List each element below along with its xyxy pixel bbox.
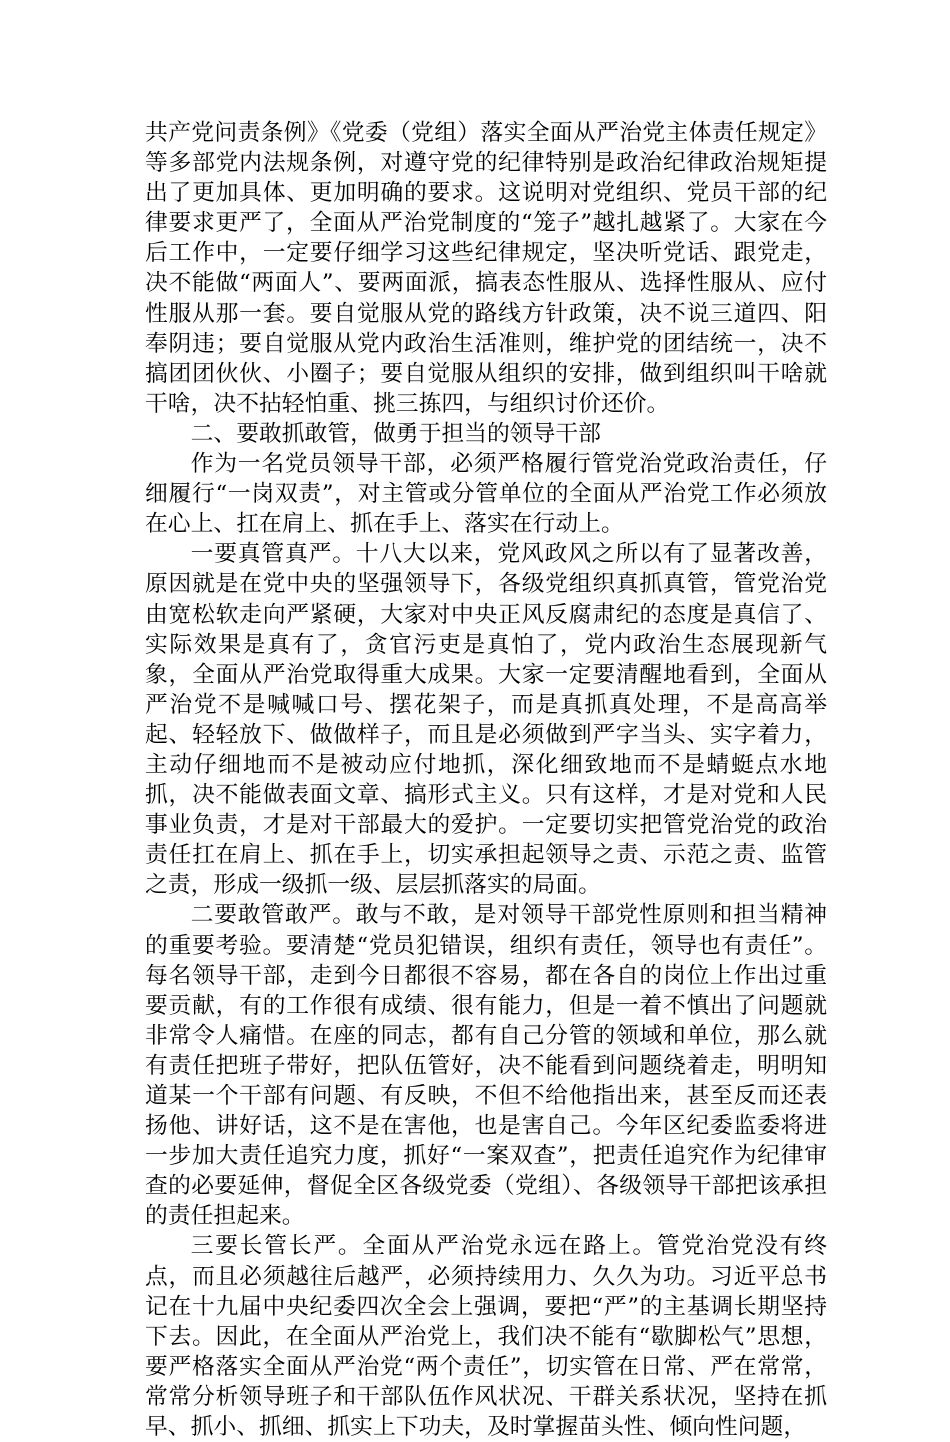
paragraph-3: 一要真管真严。十八大以来，党风政风之所以有了显著改善，原因就是在党中央的坚强领导下，各级党组织真抓真管，管党治党由宽松软走向严紧硬，大家对中央正风反腐肃纪的态度是真信了、实际效果是真有了，贪官污吏是真怕了，党内政治生态展现新气象，全面从严治党取得重大成果。大家一定要清醒地看到，全面从严治党不是喊喊口号、摆花架子，而是真抓真处理，不是高高举起、轻轻放下、做做样子，而且是必须做到严字当头、实字着力，主动仔细地而不是被动应付地抓，深化细致地而不是蜻蜓点水地抓，决不能做表面文章、搞形式主义。只有这样，才是对党和人民事业负责，才是对干部最大的爱护。一定要切实把管党治党的政治责任扛在肩上、抓在手上，切实承担起领导之责、示范之责、监管之责，形成一级抓一级、层层抓落实的局面。 xyxy=(145,541,827,899)
section-heading: 二、要敢抓敢管，做勇于担当的领导干部 xyxy=(190,420,601,447)
paragraph-4: 二要敢管敢严。敢与不敢，是对领导干部党性原则和担当精神的重要考验。要清楚“党员犯错误，组织有责任，领导也有责任”。每名领导干部，走到今日都很不容易，都在各自的岗位上作出过重要贡献，有的工作很有成绩、很有能力，但是一着不慎出了问题就非常令人痛惜。在座的同志，都有自己分管的领域和单位，那么就有责任把班子带好，把队伍管好，决不能看到问题绕着走，明明知道某一个干部有问题、有反映，不但不给他指出来，甚至反而还表扬他、讲好话，这不是在害他，也是害自己。今年区纪委监委将进一步加大责任追究力度，抓好“一案双查”，把责任追究作为纪律审查的必要延伸，督促全区各级党委（党组）、各级领导干部把该承担的责任担起来。 xyxy=(145,902,827,1230)
paragraph-5: 三要长管长严。全面从严治党永远在路上。管党治党没有终点，而且必须越往后越严，必须持续用力、久久为功。习近平总书记在十九届中央纪委四次全会上强调，要把“严”的主基调长期坚持下去。因此，在全面从严治党上，我们决不能有“歇脚松气”思想，要严格落实全面从严治党“两个责任”，切实管在日常、严在常常，常常分析领导班子和干部队伍作风状况、干群关系状况，坚持在抓早、抓小、抓细、抓实上下功夫，及时掌握苗头性、倾向性问题， xyxy=(145,1233,827,1441)
document-body xyxy=(145,118,827,1442)
paragraph-1: 共产党问责条例》《党委（党组）落实全面从严治党主体责任规定》等多部党内法规条例，对遵守党的纪律特别是政治纪律政治规矩提出了更加具体、更加明确的要求。这说明对党组织、党员干部的纪律要求更严了，全面从严治党制度的“笼子”越扎越紧了。大家在今后工作中，一定要仔细学习这些纪律规定，坚决听党话、跟党走，决不能做“两面人”、要两面派，搞表态性服从、选择性服从、应付性服从那一套。要自觉服从党的路线方针政策，决不说三道四、阳奉阴违；要自觉服从党内政治生活准则，维护党的团结统一，决不搞团团伙伙、小圈子；要自觉服从组织的安排，做到组织叫干啥就干啥，决不拈轻怕重、挑三拣四，与组织讨价还价。 xyxy=(145,120,827,417)
paragraph-2: 作为一名党员领导干部，必须严格履行管党治党政治责任，仔细履行“一岗双责”，对主管或分管单位的全面从严治党工作必须放在心上、扛在肩上、抓在手上、落实在行动上。 xyxy=(145,451,827,538)
